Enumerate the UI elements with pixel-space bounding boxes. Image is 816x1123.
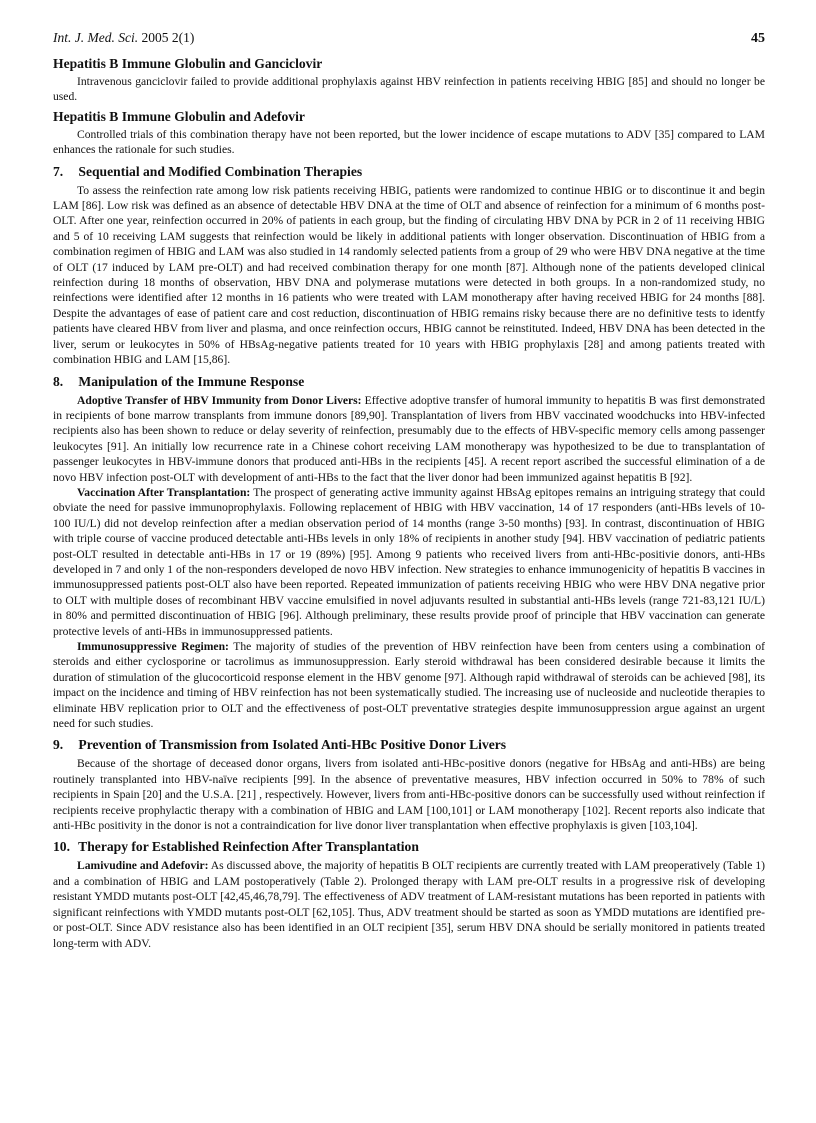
section-title: Sequential and Modified Combination Therapies — [78, 163, 363, 179]
section-heading-7 — [53, 164, 765, 180]
section-heading-8 — [53, 374, 765, 390]
paragraph-lamivudine-adefovir — [53, 858, 765, 950]
paragraph-text: Controlled trials of this combination therapy have not been reported, but the lower incidence of escape mutations to ADV [35] compared to LAM enhances the rationale for such studies. — [53, 127, 765, 157]
section-title: Therapy for Established Reinfection After Transplantation — [78, 839, 419, 855]
paragraph-text: Because of the shortage of deceased donor organs, livers from isolated anti-HBc-positive donors (negative for HBsAg and anti-HBs) are being routinely transplanted into HBV-naïve recipients [99]. In the absence of preventative measures, HBV infection occurred in 50% to 78% of such recipients in Spain [20] and the U.S.A. [21] , respectively. However, livers from anti-HBc-positive donors can be successfully used without reinfection if recipients receive prophylactic therapy with a combination of HBIG and LAM [100,101] or LAM monotherapy [102]. Recent reports also indicate that anti-HBc positivity in the donor is not a contraindication for live donor liver transplantation when effective prophylaxis is given [103,104]. — [53, 757, 765, 833]
running-header — [53, 30, 765, 52]
subheading-hbig-ganciclovir: Hepatitis B Immune Globulin and Ganciclovir — [53, 56, 323, 71]
section-title: Prevention of Transmission from Isolated Anti-HBc Positive Donor Livers — [78, 737, 507, 753]
run-in-heading: Adoptive Transfer of HBV Immunity from Donor Livers: — [77, 393, 362, 407]
paragraph-immunosuppressive — [53, 639, 765, 731]
page-number: 45 — [751, 31, 765, 46]
journal-citation — [53, 30, 194, 46]
section-heading-10 — [53, 839, 765, 855]
run-in-heading: Lamivudine and Adefovir: — [77, 859, 209, 873]
run-in-heading: Immunosuppressive Regimen: — [77, 640, 229, 653]
paragraph-vaccination — [53, 485, 765, 639]
paragraph — [53, 183, 765, 368]
section-number: 7. — [53, 163, 64, 179]
journal-name: Int. J. Med. Sci. — [53, 30, 139, 45]
paragraph — [53, 127, 765, 158]
section-number: 10. — [53, 839, 70, 855]
section-title: Manipulation of the Immune Response — [78, 373, 305, 389]
subheading-hbig-adefovir: Hepatitis B Immune Globulin and Adefovir — [53, 108, 305, 124]
page — [53, 30, 765, 951]
paragraph-text: The prospect of generating active immunity against HBsAg epitopes remains an intriguing strategy that could obviate the need for passive immunoprophylaxis. Following replacement of HBIG with HBV vaccination, 14 of 17 responders (anti-HBs levels of 10-100 IU/L) did not develop reinfection after a median observation period of 14 months (range 3-50 months) [93]. In contrast, discontinuation of HBIG with triple course of vaccine produced detectable anti-HBs levels in only 18% of recipients in another study [94]. HBV vaccination of pediatric patients post-OLT resulted in detectable anti-HBs in 17 or 19 (89%) [95]. Among 9 patients who received livers from anti-HBc-positivie donors, anti-HBs developed in 7 and only 1 of the non-responders developed de novo HBV infection. New strategies to enhance immunogenicity of hepatitis B vaccines in immunosuppressed patients post-OLT also have been reported. Repeated immunization of patients receiving HBIG who were HBV DNA negative prior to OLT with multiple doses of recombinant HBV vaccine emulsified in novel adjuvants resulted in substantial anti-HBs levels (range 721-83,121 IU/L) in 80% and permitted discontinuation of HBIG [96]. Although preliminary, these results provide proof of principle that HBV vaccination can generate protective levels of anti-HBs in immunosuppressed patients. — [53, 485, 765, 638]
paragraph-adoptive-transfer — [53, 393, 765, 485]
run-in-heading: Vaccination After Transplantation: — [77, 485, 251, 499]
paragraph-text: As discussed above, the majority of hepatitis B OLT recipients are currently treated with LAM preoperatively (Table 1) and a combination of HBIG and LAM postoperatively (Table 2). Prolonged therapy with LAM pre-OLT results in a progressive risk of developing resistant YMDD mutants post-OLT [42,45,46,78,79]. The effectiveness of ADV treatment of LAM-resistant mutations has been reported in patients with significant reinfections with YMDD mutants post-OLT [62,105]. Thus, ADV treatment should be started as soon as YMDD mutations are identified pre- or post-OLT. Since ADV resistance also has been identified in an OLT recipient [35], serum HBV DNA should be serially monitored in patients treated long-term with ADV. — [53, 859, 765, 950]
paragraph-text: Intravenous ganciclovir failed to provide additional prophylaxis against HBV reinfection in patients receiving HBIG [85] and should no longer be used. — [53, 75, 765, 104]
paragraph-text: Effective adoptive transfer of humoral immunity to hepatitis B was first demonstrated in recipients of bone marrow transplants from immune donors [89,90]. Transplantation of livers from HBV vaccinated woodchucks into HBV-infected recipients also has been shown to reduce or delay severity of reinfection, presumably due to the effects of HBV-specific memory cells among passenger leukocytes [91]. An initially low recurrence rate in a Chinese cohort receiving LAM monotherapy was hypothesized to be due to transplantation of passenger leukocytes in HBV-immune donors that produced anti-HBs in the recipients [45]. A recent report ascribed the successful elimination of a de novo HBV infection post-OLT with development of anti-HBs to the fact that the liver donor had been immunized against hepatitis B [92]. — [53, 393, 766, 484]
section-number: 9. — [53, 737, 64, 753]
paragraph-text: To assess the reinfection rate among low risk patients receiving HBIG, patients were randomized to continue HBIG or to discontinue it and begin LAM [86]. Low risk was defined as an absence of detectable HBV DNA at the time of OLT and absence of reinfection for a minimum of 6 months post-OLT. After one year, reinfection occurred in 20% of patients in each group, but the finding of circulating HBV DNA by PCR in 2 of 11 receiving HBIG and 5 of 10 receiving LAM suggests that reinfection would be likely in additional patients with longer observation. Discontinuation of HBIG from a combination regimen of HBIG and LAM was also studied in 14 randomly selected patients from a group of 29 who were HBV DNA negative at the time of OLT (17 induced by LAM pre-OLT) and had received combination therapy for one month [87]. Although none of the patients developed clinical reinfection during 18 months of observation, HBV DNA and polymerase mutations were detected in both groups. In a non-randomized study, no reinfections were identified after 12 months in 16 patients who were treated with LAM monotherapy after having received HBIG for 24 months [88]. Despite the advantages of ease of patient care and cost reduction, discontinuation of HBIG remains risky because there are no definitive tests to identfy patients have cleared HBV from liver and plasma, and once reinfection occurs, HBIG cannot be reinstituted. Indeed, HBV DNA has been detected in the liver, serum or leukocytes in 50% of HBsAg-negative patients treated for 10 years with HBIG prophylaxis [28] and among patients treated with combination HBIG and LAM [15,86]. — [53, 183, 765, 367]
paragraph — [53, 74, 765, 105]
journal-issue: 2005 2(1) — [141, 30, 195, 45]
paragraph — [53, 756, 765, 833]
section-heading-9 — [53, 737, 765, 753]
section-number: 8. — [53, 373, 64, 389]
paragraph-text: The majority of studies of the prevention of HBV reinfection have been from centers using a combination of steroids and either cyclosporine or tacrolimus as immunosuppression. Early steroid withdrawal has been considered desirable because it limits the duration of stimulation of the glucocorticoid response element in the HBV genome [97]. Although rapid withdrawal of steroids can be achieved [98], its impact on the incidence and timing of HBV reinfection has not been systematically studied. The increasing use of nucleoside and nucleotide therapies to eliminate HBV replication prior to OLT and the effectiveness of post-OLT preventative strategies despite immunosuppression argue against an urgent need for such studies. — [53, 640, 765, 731]
